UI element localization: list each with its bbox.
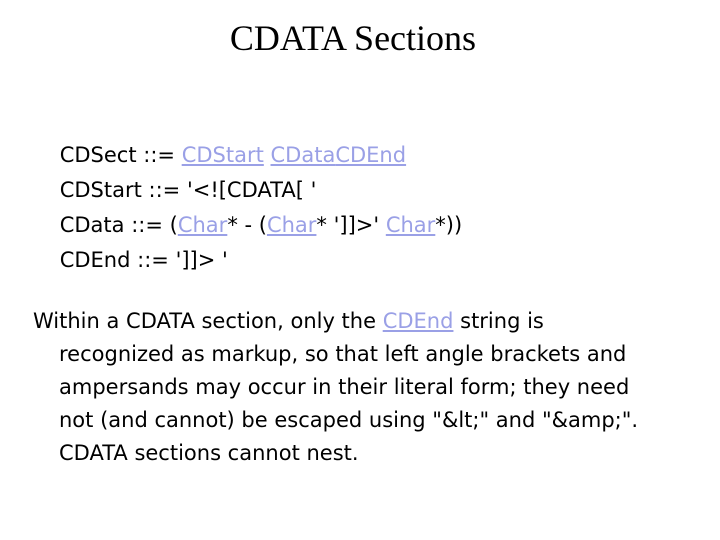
rule-text: '<![CDATA[ ' <box>186 178 317 202</box>
paragraph-line: not (and cannot) be escaped using "&lt;" and "&amp;". <box>59 408 639 432</box>
cdstart-link[interactable]: CDStart <box>181 143 264 167</box>
rule-text: * ']]>' <box>316 213 386 237</box>
rule-operator: ::= <box>141 178 187 202</box>
rule-operator: ::= <box>136 143 182 167</box>
rule-name: CDSect <box>59 143 137 167</box>
grammar-rules <box>33 103 463 272</box>
cdend-link[interactable]: CDEnd <box>382 309 454 333</box>
paragraph-line: recognized as markup, so that left angle brackets and <box>59 342 627 366</box>
paragraph-line: CDATA sections cannot nest. <box>59 441 359 465</box>
rule-text: ']]> ' <box>175 248 228 272</box>
rule-text <box>264 143 271 167</box>
cdend-link[interactable]: CDEnd <box>335 143 407 167</box>
cdata-link[interactable]: CData <box>270 143 336 167</box>
paragraph-text: string is <box>453 309 544 333</box>
rule-name: CDEnd <box>59 248 131 272</box>
rule-operator: ::= <box>124 213 170 237</box>
rule-text: * - ( <box>227 213 267 237</box>
char-link[interactable]: Char <box>385 213 436 237</box>
char-link[interactable]: Char <box>266 213 317 237</box>
rule-text: ( <box>169 213 178 237</box>
rule-name: CData <box>59 213 125 237</box>
rule-operator: ::= <box>130 248 176 272</box>
grammar-rule-cdsect <box>33 103 462 167</box>
paragraph-line <box>33 305 709 338</box>
rule-name: CDStart <box>59 178 142 202</box>
description-paragraph <box>33 305 709 470</box>
char-link[interactable]: Char <box>177 213 228 237</box>
rule-text: *)) <box>435 213 463 237</box>
paragraph-line: ampersands may occur in their literal form; they need <box>59 375 630 399</box>
slide-title: CDATA Sections <box>229 18 477 58</box>
paragraph-text: Within a CDATA section, only the <box>33 309 383 333</box>
